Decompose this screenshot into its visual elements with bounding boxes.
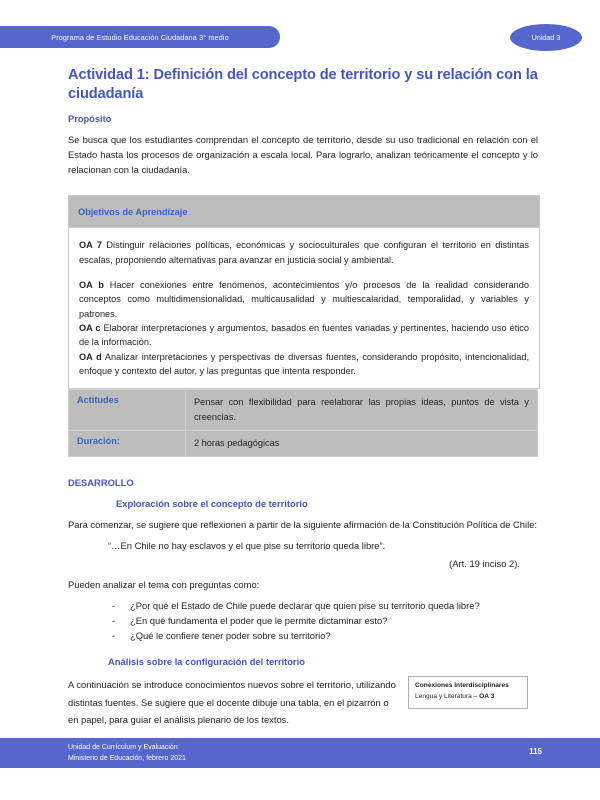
footer-text bbox=[68, 743, 186, 765]
desarrollo-subheading-2: Análisis sobre la configuración del territorio bbox=[108, 656, 305, 668]
connections-box-title: Conexiones Interdisciplinares bbox=[415, 682, 509, 690]
desarrollo-subheading-1: Exploración sobre el concepto de territorio bbox=[116, 498, 308, 510]
connections-box-subject bbox=[415, 692, 521, 701]
desarrollo-intro-paragraph: Para comenzar, se sugiere que reflexionen a partir de la siguiente afirmación de la Constitución Política de Chile: bbox=[68, 519, 538, 531]
page-header bbox=[0, 0, 600, 62]
objetivo-text: Analizar interpretaciones y perspectivas de diversas fuentes, considerando propósito, intencionalidad, enfoque y contexto del autor, y las preguntas que intenta responder. bbox=[79, 351, 529, 376]
objetivo-text: Elaborar interpretaciones y argumentos, basados en fuentes variadas y pertinentes, haciendo uso ético de la información. bbox=[79, 322, 529, 348]
footer-line-1: Unidad de Currículum y Evaluación bbox=[68, 744, 178, 751]
questions-intro: Pueden analizar el tema con preguntas como: bbox=[68, 579, 260, 591]
duracion-value: 2 horas pedagógicas bbox=[186, 430, 538, 456]
proposito-heading: Propósito bbox=[68, 113, 112, 124]
questions-list bbox=[68, 598, 538, 644]
objetivo-code: OA 7 bbox=[79, 240, 102, 251]
objetivo-text: Distinguir relaciones políticas, económicas y socioculturales que configuran el territorio en distintas escalas, proponiendo alternativas para avanzar en justicia social y ambiental. bbox=[79, 240, 529, 265]
connections-oa-code: OA 3 bbox=[479, 693, 495, 701]
constitution-quote: “…En Chile no hay esclavos y el que pise su territorio queda libre”. bbox=[108, 540, 386, 552]
page-number: 115 bbox=[529, 747, 542, 756]
objetivo-item bbox=[79, 321, 529, 350]
page-title: Actividad 1: Definición del concepto de territorio y su relación con la ciudadanía bbox=[68, 67, 538, 103]
closing-paragraph: A continuación se introduce conocimientos nuevos sobre el territorio, utilizando distintas fuentes. Se sugiere que el docente dibuje una tabla, en el pizarrón o en papel, para guiar el análisis plenario de los textos. bbox=[68, 679, 396, 725]
footer-line-2: Ministerio de Educación, febrero 2021 bbox=[68, 754, 186, 762]
connections-box bbox=[408, 676, 528, 709]
list-item bbox=[68, 598, 538, 613]
proposito-paragraph: Se busca que los estudiantes comprendan el concepto de territorio, desde su uso tradicional en relación con el Estado hasta los procesos de organización a escala local. Para lograrlo, analizan teóricamente el concepto y lo relacionan con la ciudadanía. bbox=[68, 133, 538, 175]
objetivo-text: Hacer conexiones entre fenómenos, acontecimientos y/o procesos de la realidad considerando conceptos como multidimensionalidad, multicausalidad y multiescalaridad, temporalidad, y variables y patrones. bbox=[79, 279, 529, 319]
page-content bbox=[68, 66, 538, 728]
page-footer bbox=[0, 738, 600, 768]
duracion-label: Duración: bbox=[69, 430, 186, 456]
closing-row bbox=[68, 676, 538, 728]
objetivos-table-header bbox=[69, 196, 539, 228]
actitudes-value: Pensar con flexibilidad para reelaborar las propias ideas, puntos de vista y creencias. bbox=[186, 390, 538, 431]
desarrollo-heading: DESARROLLO bbox=[68, 477, 134, 489]
objetivos-header-label: Objetivos de Aprendizaje bbox=[78, 207, 188, 218]
objetivo-item bbox=[79, 238, 529, 267]
objetivo-code: OA d bbox=[79, 351, 102, 362]
objetivo-code: OA c bbox=[79, 322, 101, 333]
objetivo-item bbox=[79, 350, 529, 379]
unit-badge-label: Unidad 3 bbox=[531, 33, 561, 42]
unit-badge bbox=[510, 24, 582, 51]
connections-subject-text: Lengua y Literatura – bbox=[415, 693, 480, 701]
table-row bbox=[69, 430, 538, 456]
objetivos-table bbox=[68, 195, 540, 389]
bullet-dash: - bbox=[112, 614, 116, 626]
meta-table bbox=[68, 389, 538, 457]
objetivo-code: OA b bbox=[79, 279, 104, 290]
question-text: ¿En qué fundamenta el poder que le permite dictaminar esto? bbox=[130, 614, 388, 626]
program-banner bbox=[0, 26, 280, 48]
question-text: ¿Por qué el Estado de Chile puede declarar que quien pise su territorio queda libre? bbox=[130, 599, 480, 611]
question-text: ¿Qué le confiere tener poder sobre su territorio? bbox=[130, 629, 331, 641]
objetivos-table-body bbox=[69, 228, 539, 388]
objetivo-item bbox=[79, 278, 529, 321]
bullet-dash: - bbox=[112, 599, 116, 611]
table-row bbox=[69, 390, 538, 431]
bullet-dash: - bbox=[112, 629, 116, 641]
list-item bbox=[68, 628, 538, 643]
quote-citation: (Art. 19 inciso 2). bbox=[449, 558, 520, 570]
actitudes-label: Actitudes bbox=[69, 390, 186, 431]
list-item bbox=[68, 613, 538, 628]
program-banner-label: Programa de Estudio Educación Ciudadana 3° medio bbox=[51, 32, 229, 42]
